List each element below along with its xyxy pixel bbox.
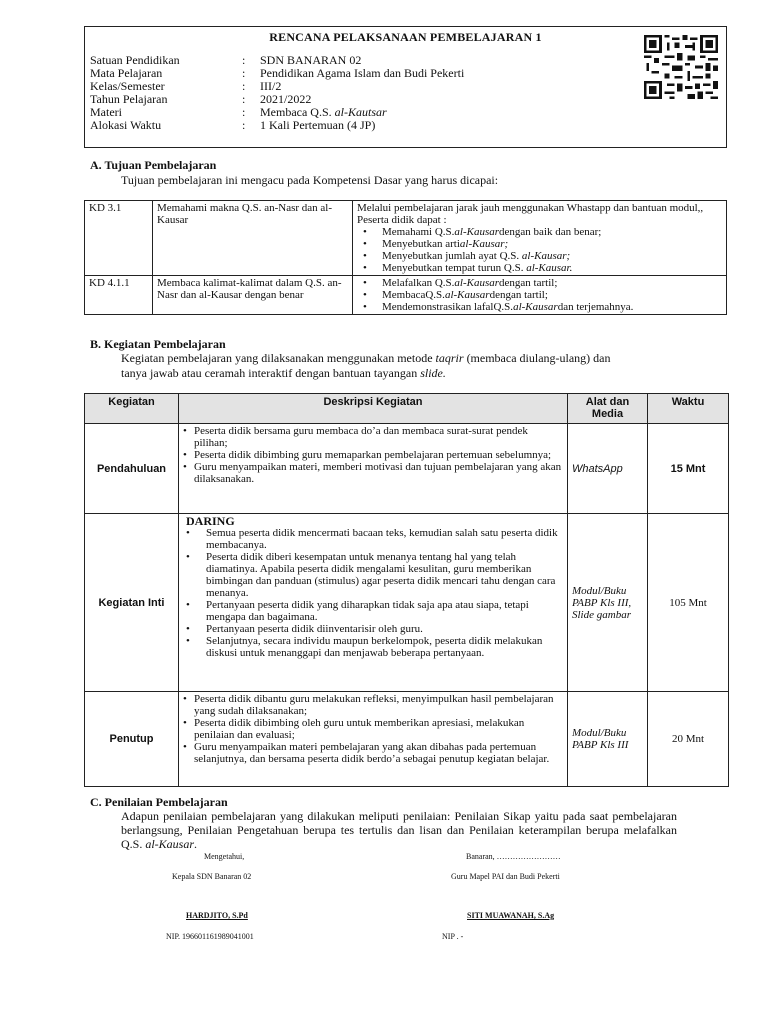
table-row: [85, 692, 729, 787]
info-label: Alokasi Waktu: [90, 118, 162, 132]
list-item: • Selanjutnya, secara individu maupun berkelompok, peserta didik melakukan diskusi untuk menanggapi dan menjawab beberapa pertanyaan.: [182, 635, 564, 659]
sign-left-role: Kepala SDN Banaran 02: [172, 872, 252, 881]
list-item: • Menyebutkan jumlah ayat Q.S. al-Kausar;: [357, 250, 722, 262]
activity-time: 20 Mnt: [648, 692, 729, 787]
list-item: • Peserta didik bersama guru membaca do’a dan membaca surat-surat pendek pilihan;: [182, 425, 564, 449]
section-a-heading: A. Tujuan Pembelajaran: [90, 158, 217, 172]
sign-left-name: HARDJITO, S.Pd: [186, 911, 248, 920]
daring-subheading: DARING: [186, 514, 235, 528]
kd-code: KD 4.1.1: [85, 276, 153, 315]
activity-desc: [179, 514, 568, 692]
kd-objectives: [353, 201, 727, 276]
info-value: SDN BANARAN 02: [260, 53, 362, 67]
info-value: III/2: [260, 79, 282, 93]
info-label: Kelas/Semester: [90, 79, 165, 93]
list-item: • Guru menyampaikan materi pembelajaran yang akan dibahas pada pertemuan selanjutnya, dan bersama peserta didik berdo’a sebagai penutup kegiatan belajar.: [182, 741, 564, 765]
section-c-heading: C. Penilaian Pembelajaran: [90, 795, 228, 809]
kd-desc: Memahami makna Q.S. an-Nasr dan al-Kausar: [153, 201, 353, 276]
info-value: 1 Kali Pertemuan (4 JP): [260, 118, 376, 132]
info-colon: :: [242, 92, 246, 106]
sign-left-nip: NIP. 196601161989041001: [166, 932, 254, 941]
list-item: • Pertanyaan peserta didik yang diharapkan tidak saja apa atau siapa, tetapi mengapa dan bagaimana.: [182, 599, 564, 623]
list-item: • Peserta didik dibimbing guru memaparkan pembelajaran pertemuan sebelumnya;: [182, 449, 564, 461]
activity-time: 15 Mnt: [648, 424, 729, 514]
info-colon: :: [242, 105, 246, 119]
info-value: Pendidikan Agama Islam dan Budi Pekerti: [260, 66, 465, 80]
info-label: Satuan Pendidikan: [90, 53, 180, 67]
activity-media: WhatsApp: [568, 424, 648, 514]
list-item: • Peserta didik dibantu guru melakukan refleksi, menyimpulkan hasil pembelajaran yang sudah dilaksanakan;: [182, 693, 564, 717]
identity-table: [90, 54, 464, 132]
info-colon: :: [242, 53, 246, 67]
section-c-text: Adapun penilaian pembelajaran yang dilakukan meliputi penilaian: Penilaian Sikap yaitu pada saat pembelajaran berlangsung, Penilaian Pengetahuan berupa tes tertulis dan lisan dan Penilaian keterampilan berupa melafalkan Q.S. al-Kausar.: [121, 809, 677, 851]
section-a-intro: Tujuan pembelajaran ini mengacu pada Kompetensi Dasar yang harus dicapai:: [121, 173, 499, 187]
table-row: [85, 276, 727, 315]
qr-code-icon: [643, 35, 719, 99]
activity-table: [84, 393, 729, 787]
kd-desc: Membaca kalimat-kalimat dalam Q.S. an-Nasr dan al-Kausar dengan benar: [153, 276, 353, 315]
column-header: Deskripsi Kegiatan: [179, 394, 568, 424]
column-header: Waktu: [648, 394, 729, 424]
list-item: • Melafalkan Q.S.al-Kausardengan tartil;: [357, 277, 722, 289]
sign-right-top: Banaran, ……………………: [466, 852, 561, 861]
info-label: Tahun Pelajaran: [90, 92, 168, 106]
info-label: Materi: [90, 105, 122, 119]
info-colon: :: [242, 118, 246, 132]
sign-right-name: SITI MUAWANAH, S.Ag: [467, 911, 555, 920]
section-b-heading: B. Kegiatan Pembelajaran: [90, 337, 226, 351]
info-colon: :: [242, 79, 246, 93]
document-title: RENCANA PELAKSANAAN PEMBELAJARAN 1: [269, 30, 542, 44]
list-item: • Peserta didik diberi kesempatan untuk menanya tentang hal yang telah diamatinya. Apabila peserta didik mengalami kesulitan, guru memberikan bimbingan dan panduan (stimulus) agar peserta didik mencari tahu dengan cara menanya.: [182, 551, 564, 599]
column-header: Kegiatan: [85, 394, 179, 424]
activity-name: Kegiatan Inti: [85, 514, 179, 692]
list-item: • Menyebutkan tempat turun Q.S. al-Kausar.: [357, 262, 722, 274]
list-item: • Mendemonstrasikan lafalQ.S.al-Kausardan terjemahnya.: [357, 301, 722, 313]
kd-code: KD 3.1: [85, 201, 153, 276]
activity-media: Modul/Buku PABP Kls III: [568, 692, 648, 787]
materi-italic: al-Kautsar: [334, 105, 387, 119]
table-row: [85, 514, 729, 692]
kd-objectives-intro: Melalui pembelajaran jarak jauh menggunakan Whastapp dan bantuan modul,, Peserta didik dapat :: [357, 202, 704, 226]
table-row: [85, 424, 729, 514]
activity-time: 105 Mnt: [648, 514, 729, 692]
list-item: • Menyebutkan artial-Kausar;: [357, 238, 722, 250]
section-b-intro-line1: Kegiatan pembelajaran yang dilaksanakan menggunakan metode taqrir (membaca diulang-ulang) dan: [121, 351, 611, 365]
kd-table: [84, 200, 727, 315]
sign-right-role: Guru Mapel PAI dan Budi Pekerti: [451, 872, 560, 881]
list-item: • Semua peserta didik mencermati bacaan teks, kemudian salah satu peserta didik membacanya.: [182, 527, 564, 551]
sign-left-top: Mengetahui,: [204, 852, 245, 861]
activity-media: Modul/Buku PABP Kls III, Slide gambar: [568, 514, 648, 692]
info-colon: :: [242, 66, 246, 80]
list-item: • Pertanyaan peserta didik diinventarisir oleh guru.: [182, 623, 564, 635]
kd-objectives: [353, 276, 727, 315]
info-value: 2021/2022: [260, 92, 312, 106]
table-row: [85, 201, 727, 276]
activity-name: Penutup: [85, 692, 179, 787]
list-item: • MembacaQ.S.al-Kausardengan tartil;: [357, 289, 722, 301]
sign-right-nip: NIP . -: [442, 932, 464, 941]
activity-desc: [179, 424, 568, 514]
materi-text: Membaca Q.S.: [260, 105, 335, 119]
section-b-intro-line2: tanya jawab atau ceramah interaktif dengan bantuan tayangan slide.: [121, 366, 446, 380]
list-item: • Guru menyampaikan materi, memberi motivasi dan tujuan pembelajaran yang akan dilaksanakan.: [182, 461, 564, 485]
activity-desc: [179, 692, 568, 787]
info-label: Mata Pelajaran: [90, 66, 163, 80]
list-item: • Memahami Q.S.al-Kausardengan baik dan benar;: [357, 226, 722, 238]
list-item: • Peserta didik dibimbing oleh guru untuk memberikan apresiasi, melakukan penilaian dan evaluasi;: [182, 717, 564, 741]
header-box: [84, 26, 727, 148]
table-header-row: [85, 394, 729, 424]
column-header: Alat dan Media: [568, 394, 648, 424]
activity-name: Pendahuluan: [85, 424, 179, 514]
info-row: [90, 119, 464, 132]
